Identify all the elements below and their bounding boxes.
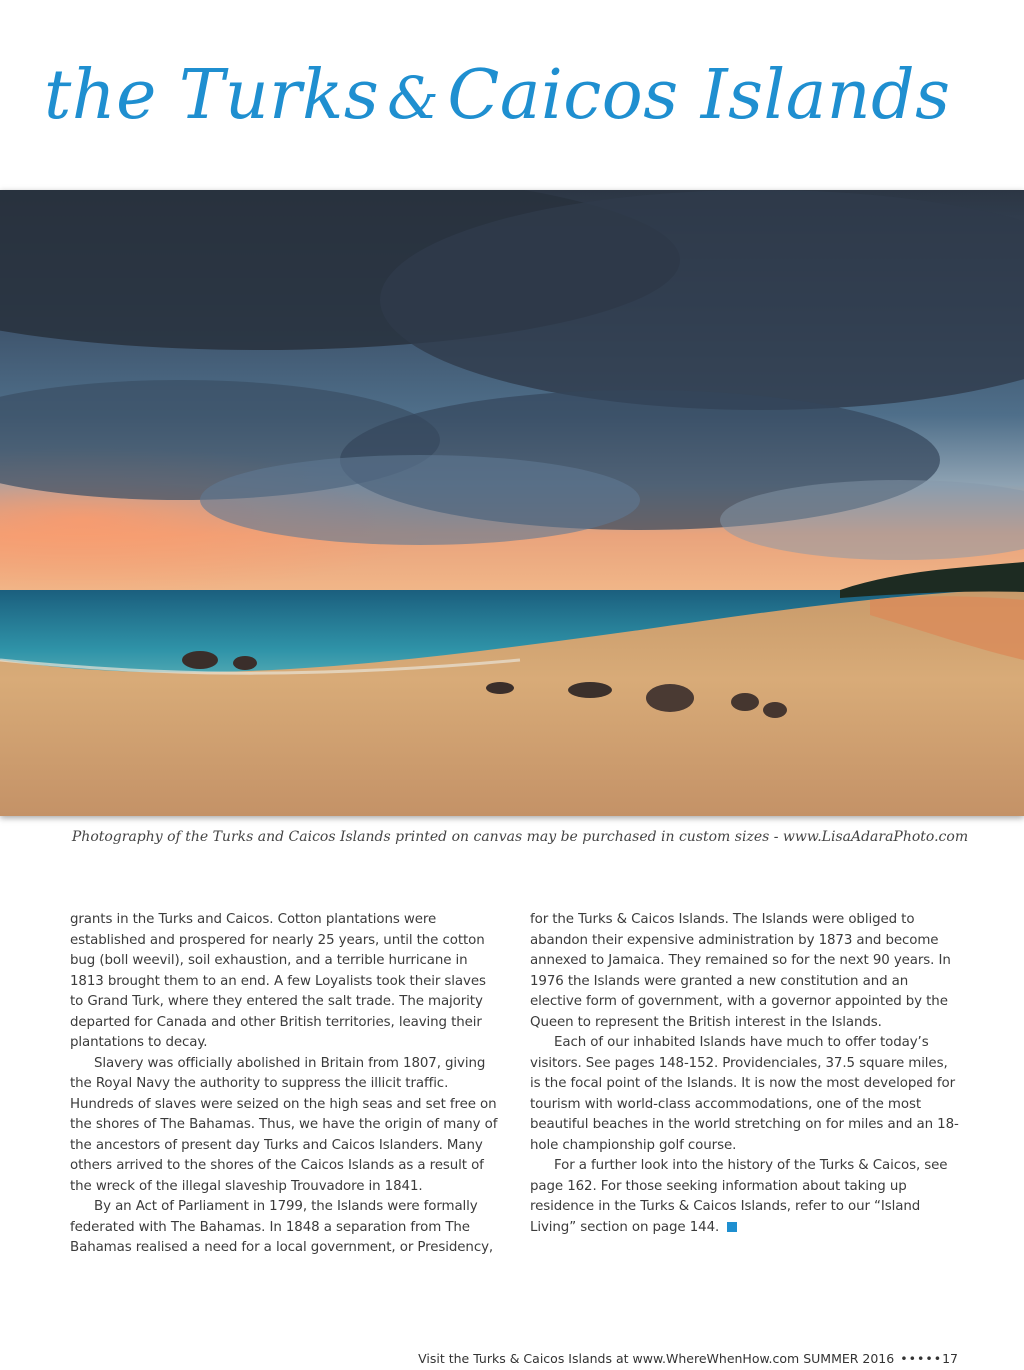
beach-photo — [0, 190, 1024, 816]
title-part1: the Turks — [44, 56, 380, 135]
footer-text: Visit the Turks & Caicos Islands at www.WhereWhenHow.com SUMMER 2016 — [418, 1351, 895, 1366]
footer-dots: ••••• — [900, 1351, 943, 1366]
page-title — [44, 56, 951, 135]
paragraph — [530, 1156, 960, 1238]
paragraph: grants in the Turks and Caicos. Cotton plantations were established and prospered for nearly 25 years, until the cotton bug (boll weevil), soil exhaustion, and a terrible hurricane in 1813 brought them to an end. A few Loyalists took their slaves to Grand Turk, where they entered the salt trade. The majority departed for Canada and other British territories, leaving their plantations to decay. — [70, 912, 486, 1050]
title-ampersand: & — [387, 64, 440, 132]
page-footer — [418, 1351, 958, 1366]
end-mark-icon — [727, 1222, 737, 1232]
title-part2: Caicos Islands — [447, 56, 951, 135]
left-column — [70, 910, 500, 1259]
paragraph: By an Act of Parliament in 1799, the Islands were formally federated with The Bahamas. In 1848 a separation from The Bahamas realised a need for a local government, or Presidency, — [70, 1199, 494, 1255]
paragraph-text: For a further look into the history of the Turks & Caicos, see page 162. For those seeking information about taking up residence in the Turks & Caicos Islands, refer to our “Island Living” section on page 144. — [530, 1158, 948, 1235]
paragraph: Slavery was officially abolished in Britain from 1807, giving the Royal Navy the authority to suppress the illicit traffic. Hundreds of slaves were seized on the high seas and set free on the shores of The Bahamas. Thus, we have the origin of many of the ancestors of present day Turks and Caicos Islanders. Many others arrived to the shores of the Caicos Islands as a result of the wreck of the illegal slaveship Trouvadore in 1841. — [70, 1055, 498, 1194]
paragraph: for the Turks & Caicos Islands. The Islands were obliged to abandon their expensive administration by 1873 and become annexed to Jamaica. They remained so for the next 90 years. In 1976 the Islands were granted a new constitution and an elective form of government, with a governor appointed by the Queen to represent the British interest in the Islands. — [530, 912, 951, 1030]
photo-caption: Photography of the Turks and Caicos Islands printed on canvas may be purchased in custom sizes - www.LisaAdaraPhoto.com — [71, 829, 969, 845]
right-column — [530, 910, 960, 1238]
page-number: 17 — [942, 1351, 958, 1366]
paragraph: Each of our inhabited Islands have much to offer today’s visitors. See pages 148-152. Providenciales, 37.5 square miles, is the focal point of the Islands. It is now the most developed for tourism with world-class accommodations, one of the most beautiful beaches in the world stretching on for miles and an 18-hole championship golf course. — [530, 1035, 959, 1153]
